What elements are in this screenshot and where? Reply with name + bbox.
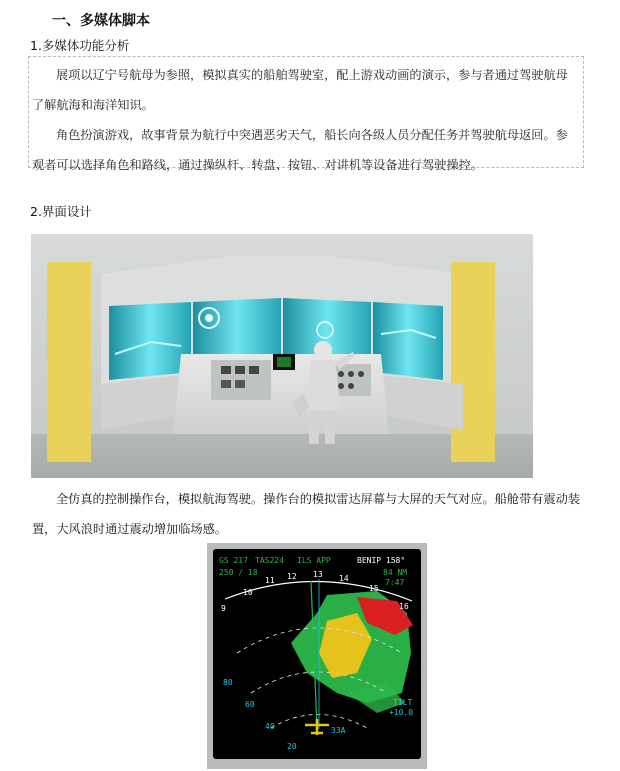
analysis-heading: 1.多媒体功能分析: [30, 38, 130, 53]
heading-tick: 14: [339, 574, 349, 583]
right-window-screen: [373, 302, 443, 380]
heading-tick: 10: [243, 588, 253, 597]
left-yellow-panel: [47, 262, 91, 462]
radar-distance: 84 NM: [383, 568, 408, 577]
radar-tilt-label: TILT: [393, 698, 413, 707]
design-caption: 全仿真的控制操作台，模拟航海驾驶。操作台的模拟雷达屏幕与大屏的天气对应。船舱带有震动装置，大风浪时通过震动增加临场感。: [32, 492, 581, 536]
right-yellow-panel: [451, 262, 495, 462]
range-label: 40: [265, 722, 275, 731]
heading-tick: 15: [369, 584, 379, 593]
radar-wind: 250 / 18: [219, 568, 258, 577]
radar-gs: GS 217: [219, 556, 248, 565]
radar-display-image: [207, 543, 427, 769]
heading-tick: 12: [287, 572, 297, 581]
heading-tick: 13: [313, 570, 323, 579]
radar-time: 7:47: [385, 578, 405, 587]
bridge-render-image: [31, 234, 533, 478]
heading-tick: 9: [221, 604, 226, 613]
radar-mode: ILS APP: [297, 556, 331, 565]
range-label: 80: [223, 678, 233, 687]
range-label: 60: [245, 700, 255, 709]
heading-tick: 16: [399, 602, 409, 611]
left-window-screen: [109, 302, 191, 380]
radar-tas: TAS224: [255, 556, 284, 565]
section-title: 一、多媒体脚本: [52, 13, 150, 29]
analysis-paragraph-2: 角色扮演游戏，故事背景为航行中突遇恶劣天气，船长向各级人员分配任务并驾驶航母返回。参观者可以选择角色和路线，通过操纵杆、转盘、按钮、对讲机等设备进行驾驶操控。: [32, 128, 568, 172]
analysis-paragraph-1: 展项以辽宁号航母为参照，模拟真实的船舶驾驶室，配上游戏动画的演示，参与者通过驾驶航母了解航海和海洋知识。: [32, 68, 568, 112]
radar-course-label: 33A: [331, 726, 346, 735]
heading-tick: 11: [265, 576, 275, 585]
radar-tilt-value: +10.0: [389, 708, 414, 717]
radar-waypoint: BENIP 158°: [357, 556, 406, 565]
design-heading: 2.界面设计: [30, 204, 92, 219]
range-label: 20: [287, 742, 297, 751]
